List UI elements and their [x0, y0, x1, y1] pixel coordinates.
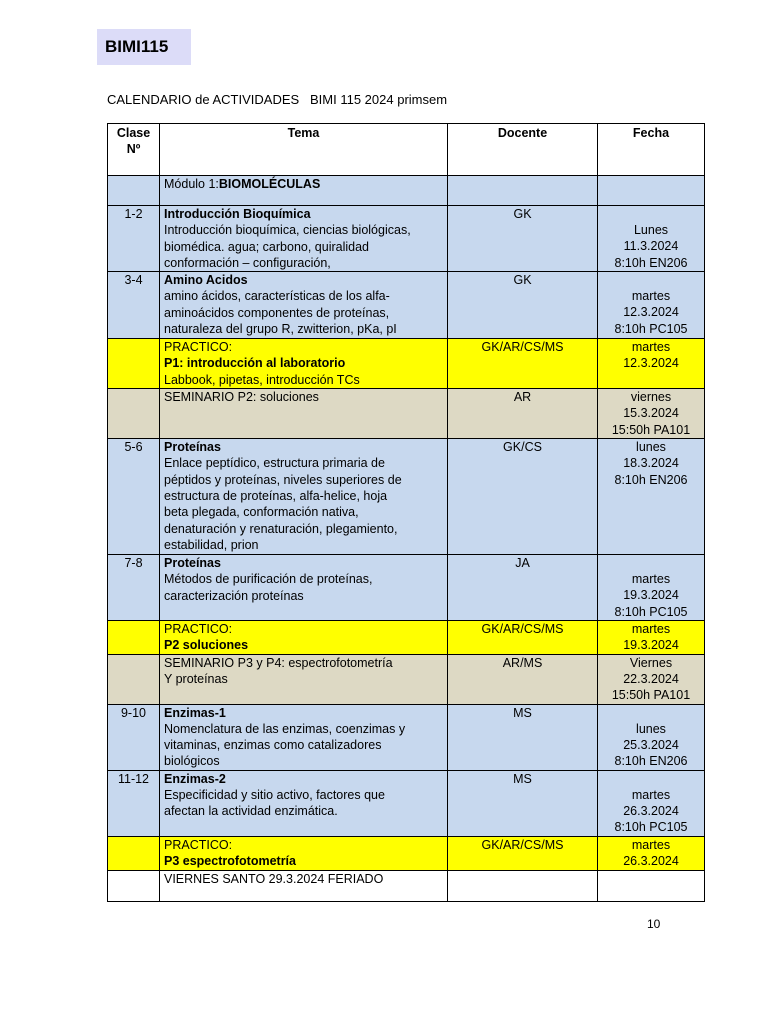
- tema-line: Labbook, pipetas, introducción TCs: [164, 372, 360, 387]
- docente-cell: GK/AR/CS/MS: [448, 836, 598, 870]
- tema-title: Introducción Bioquímica: [164, 207, 311, 221]
- fecha-date: 18.3.2024: [623, 456, 679, 471]
- fecha-time-room: 8:10h EN206: [614, 472, 688, 487]
- tema-line: amino ácidos, características de los alfa-: [164, 289, 390, 304]
- fecha-date: 12.3.2024: [623, 356, 679, 371]
- tema-line: péptidos y proteínas, niveles superiores de: [164, 472, 402, 487]
- fecha-day: martes: [631, 340, 671, 355]
- fecha-time-room: 8:10h EN206: [614, 754, 688, 769]
- fecha-cell: [598, 272, 705, 339]
- docente-cell: GK/CS: [448, 439, 598, 555]
- table-row: [108, 206, 705, 272]
- fecha-day: viernes: [630, 390, 672, 405]
- fecha-time-room: 8:10h PC105: [614, 820, 688, 835]
- tema-prefix: Módulo 1:: [164, 177, 219, 191]
- docente-cell: MS: [448, 704, 598, 770]
- fecha-time-room: 15:50h PA101: [611, 422, 691, 437]
- tema-title: BIOMOLÉCULAS: [218, 177, 321, 191]
- clase-cell: [108, 176, 160, 206]
- tema-title: Enzimas-2: [164, 771, 226, 786]
- tema-cell: [160, 272, 448, 339]
- schedule-body: [108, 176, 705, 902]
- tema-title: P1: introducción al laboratorio: [164, 356, 346, 371]
- tema-line: afectan la actividad enzimática.: [164, 804, 338, 819]
- docente-cell: MS: [448, 770, 598, 836]
- clase-cell: [108, 389, 160, 439]
- tema-cell: [160, 620, 448, 654]
- fecha-day: Lunes: [633, 223, 669, 237]
- clase-cell: 3-4: [108, 272, 160, 339]
- fecha-time-room: 15:50h PA101: [611, 688, 691, 703]
- table-row: [108, 870, 705, 901]
- tema-line: Especificidad y sitio activo, factores que: [164, 788, 385, 803]
- clase-cell: 7-8: [108, 555, 160, 621]
- fecha-day: martes: [631, 572, 671, 587]
- tema-line: biomédica. agua; carbono, quiralidad: [164, 239, 369, 254]
- fecha-cell: [598, 389, 705, 439]
- tema-prefix: PRACTICO:: [164, 621, 233, 636]
- tema-line: conformación – configuración,: [164, 255, 331, 270]
- table-row: [108, 389, 705, 439]
- clase-cell: 11-12: [108, 770, 160, 836]
- tema-title: Enzimas-1: [164, 705, 226, 720]
- fecha-date: 19.3.2024: [623, 588, 679, 603]
- table-row: [108, 272, 705, 339]
- tema-line: biológicos: [164, 754, 220, 769]
- fecha-cell: [598, 870, 705, 901]
- fecha-day: lunes: [636, 721, 666, 736]
- tema-line: caracterización proteínas: [164, 588, 304, 603]
- docente-cell: GK/AR/CS/MS: [448, 339, 598, 389]
- fecha-time-room: 8:10h PC105: [614, 604, 688, 619]
- tema-line: vitaminas, enzimas como catalizadores: [164, 738, 382, 753]
- table-row: [108, 770, 705, 836]
- fecha-day: martes: [631, 289, 671, 304]
- fecha-time-room: 8:10h PC105: [614, 321, 688, 336]
- tema-cell: [160, 770, 448, 836]
- clase-cell: [108, 870, 160, 901]
- tema-cell: [160, 339, 448, 389]
- fecha-date: 12.3.2024: [623, 305, 679, 320]
- header-clase: Clase Nº: [108, 124, 160, 176]
- docente-cell: GK: [448, 272, 598, 339]
- docente-cell: [448, 176, 598, 206]
- fecha-cell: [598, 206, 705, 272]
- docente-cell: AR/MS: [448, 654, 598, 704]
- clase-cell: [108, 620, 160, 654]
- fecha-cell: [598, 836, 705, 870]
- table-row: [108, 176, 705, 206]
- table-row: [108, 555, 705, 621]
- fecha-time-room: 8:10h EN206: [614, 255, 688, 270]
- tema-cell: [160, 176, 448, 206]
- fecha-date: 26.3.2024: [623, 804, 679, 819]
- fecha-cell: [598, 339, 705, 389]
- fecha-cell: [598, 770, 705, 836]
- tema-line: beta plegada, conformación nativa,: [164, 505, 359, 520]
- tema-cell: [160, 206, 448, 272]
- clase-cell: [108, 836, 160, 870]
- table-header-row: [108, 124, 705, 176]
- header-fecha: Fecha: [598, 124, 705, 176]
- page-number: 10: [647, 917, 661, 931]
- tema-title: Proteínas: [164, 556, 221, 571]
- table-row: [108, 620, 705, 654]
- tema-line: aminoácidos componentes de proteínas,: [164, 305, 390, 320]
- fecha-day: martes: [631, 621, 671, 636]
- tema-line: Y proteínas: [164, 671, 228, 686]
- tema-line: denaturación y renaturación, plegamiento,: [164, 521, 398, 536]
- tema-cell: [160, 870, 448, 901]
- tema-line: Enlace peptídico, estructura primaria de: [164, 456, 385, 471]
- tema-cell: [160, 389, 448, 439]
- header-docente: Docente: [448, 124, 598, 176]
- fecha-cell: [598, 654, 705, 704]
- table-row: [108, 836, 705, 870]
- fecha-day: lunes: [636, 440, 666, 455]
- tema-cell: [160, 654, 448, 704]
- tema-cell: [160, 704, 448, 770]
- docente-cell: AR: [448, 389, 598, 439]
- tema-line: Métodos de purificación de proteínas,: [164, 572, 373, 587]
- fecha-cell: [598, 620, 705, 654]
- tema-title: Proteínas: [164, 440, 221, 455]
- fecha-date: 25.3.2024: [623, 737, 679, 752]
- tema-title: Amino Acidos: [164, 273, 248, 288]
- docente-cell: GK/AR/CS/MS: [448, 620, 598, 654]
- tema-prefix: SEMINARIO P2: soluciones: [164, 390, 319, 405]
- fecha-day: martes: [631, 787, 671, 802]
- docente-cell: [448, 870, 598, 901]
- table-row: [108, 654, 705, 704]
- tema-line: estructura de proteínas, alfa-helice, hoja: [164, 488, 388, 503]
- fecha-date: 11.3.2024: [623, 239, 679, 254]
- docente-cell: JA: [448, 555, 598, 621]
- fecha-day: Viernes: [629, 655, 673, 670]
- tema-line: naturaleza del grupo R, zwitterion, pKa, pI: [164, 322, 397, 337]
- tema-cell: [160, 836, 448, 870]
- clase-cell: 1-2: [108, 206, 160, 272]
- header-tema: Tema: [160, 124, 448, 176]
- tema-prefix: PRACTICO:: [164, 837, 233, 852]
- tema-title: P3 espectrofotometría: [164, 853, 296, 868]
- fecha-date: 19.3.2024: [623, 638, 679, 653]
- clase-cell: [108, 339, 160, 389]
- clase-cell: 9-10: [108, 704, 160, 770]
- clase-cell: [108, 654, 160, 704]
- table-row: [108, 339, 705, 389]
- fecha-cell: [598, 704, 705, 770]
- table-row: [108, 439, 705, 555]
- fecha-cell: [598, 555, 705, 621]
- fecha-cell: [598, 176, 705, 206]
- tema-line: Introducción bioquímica, ciencias biológicas,: [164, 223, 411, 238]
- tema-prefix: VIERNES SANTO 29.3.2024 FERIADO: [164, 871, 384, 886]
- tema-cell: [160, 555, 448, 621]
- tema-line: estabilidad, prion: [164, 537, 259, 552]
- table-row: [108, 704, 705, 770]
- fecha-date: 15.3.2024: [623, 406, 679, 421]
- fecha-date: 26.3.2024: [623, 853, 679, 868]
- schedule-table: [107, 123, 705, 902]
- clase-cell: 5-6: [108, 439, 160, 555]
- tema-prefix: SEMINARIO P3 y P4: espectrofotometría: [164, 655, 393, 670]
- tema-prefix: PRACTICO:: [164, 340, 233, 355]
- fecha-cell: [598, 439, 705, 555]
- document-title: CALENDARIO de ACTIVIDADES BIMI 115 2024 primsem: [107, 92, 448, 107]
- docente-cell: GK: [448, 206, 598, 272]
- tema-line: Nomenclatura de las enzimas, coenzimas y: [164, 721, 406, 736]
- fecha-date: 22.3.2024: [623, 671, 679, 686]
- tema-title: P2 soluciones: [164, 638, 249, 653]
- course-badge: BIMI115: [97, 29, 191, 65]
- tema-cell: [160, 439, 448, 555]
- fecha-day: martes: [631, 837, 671, 852]
